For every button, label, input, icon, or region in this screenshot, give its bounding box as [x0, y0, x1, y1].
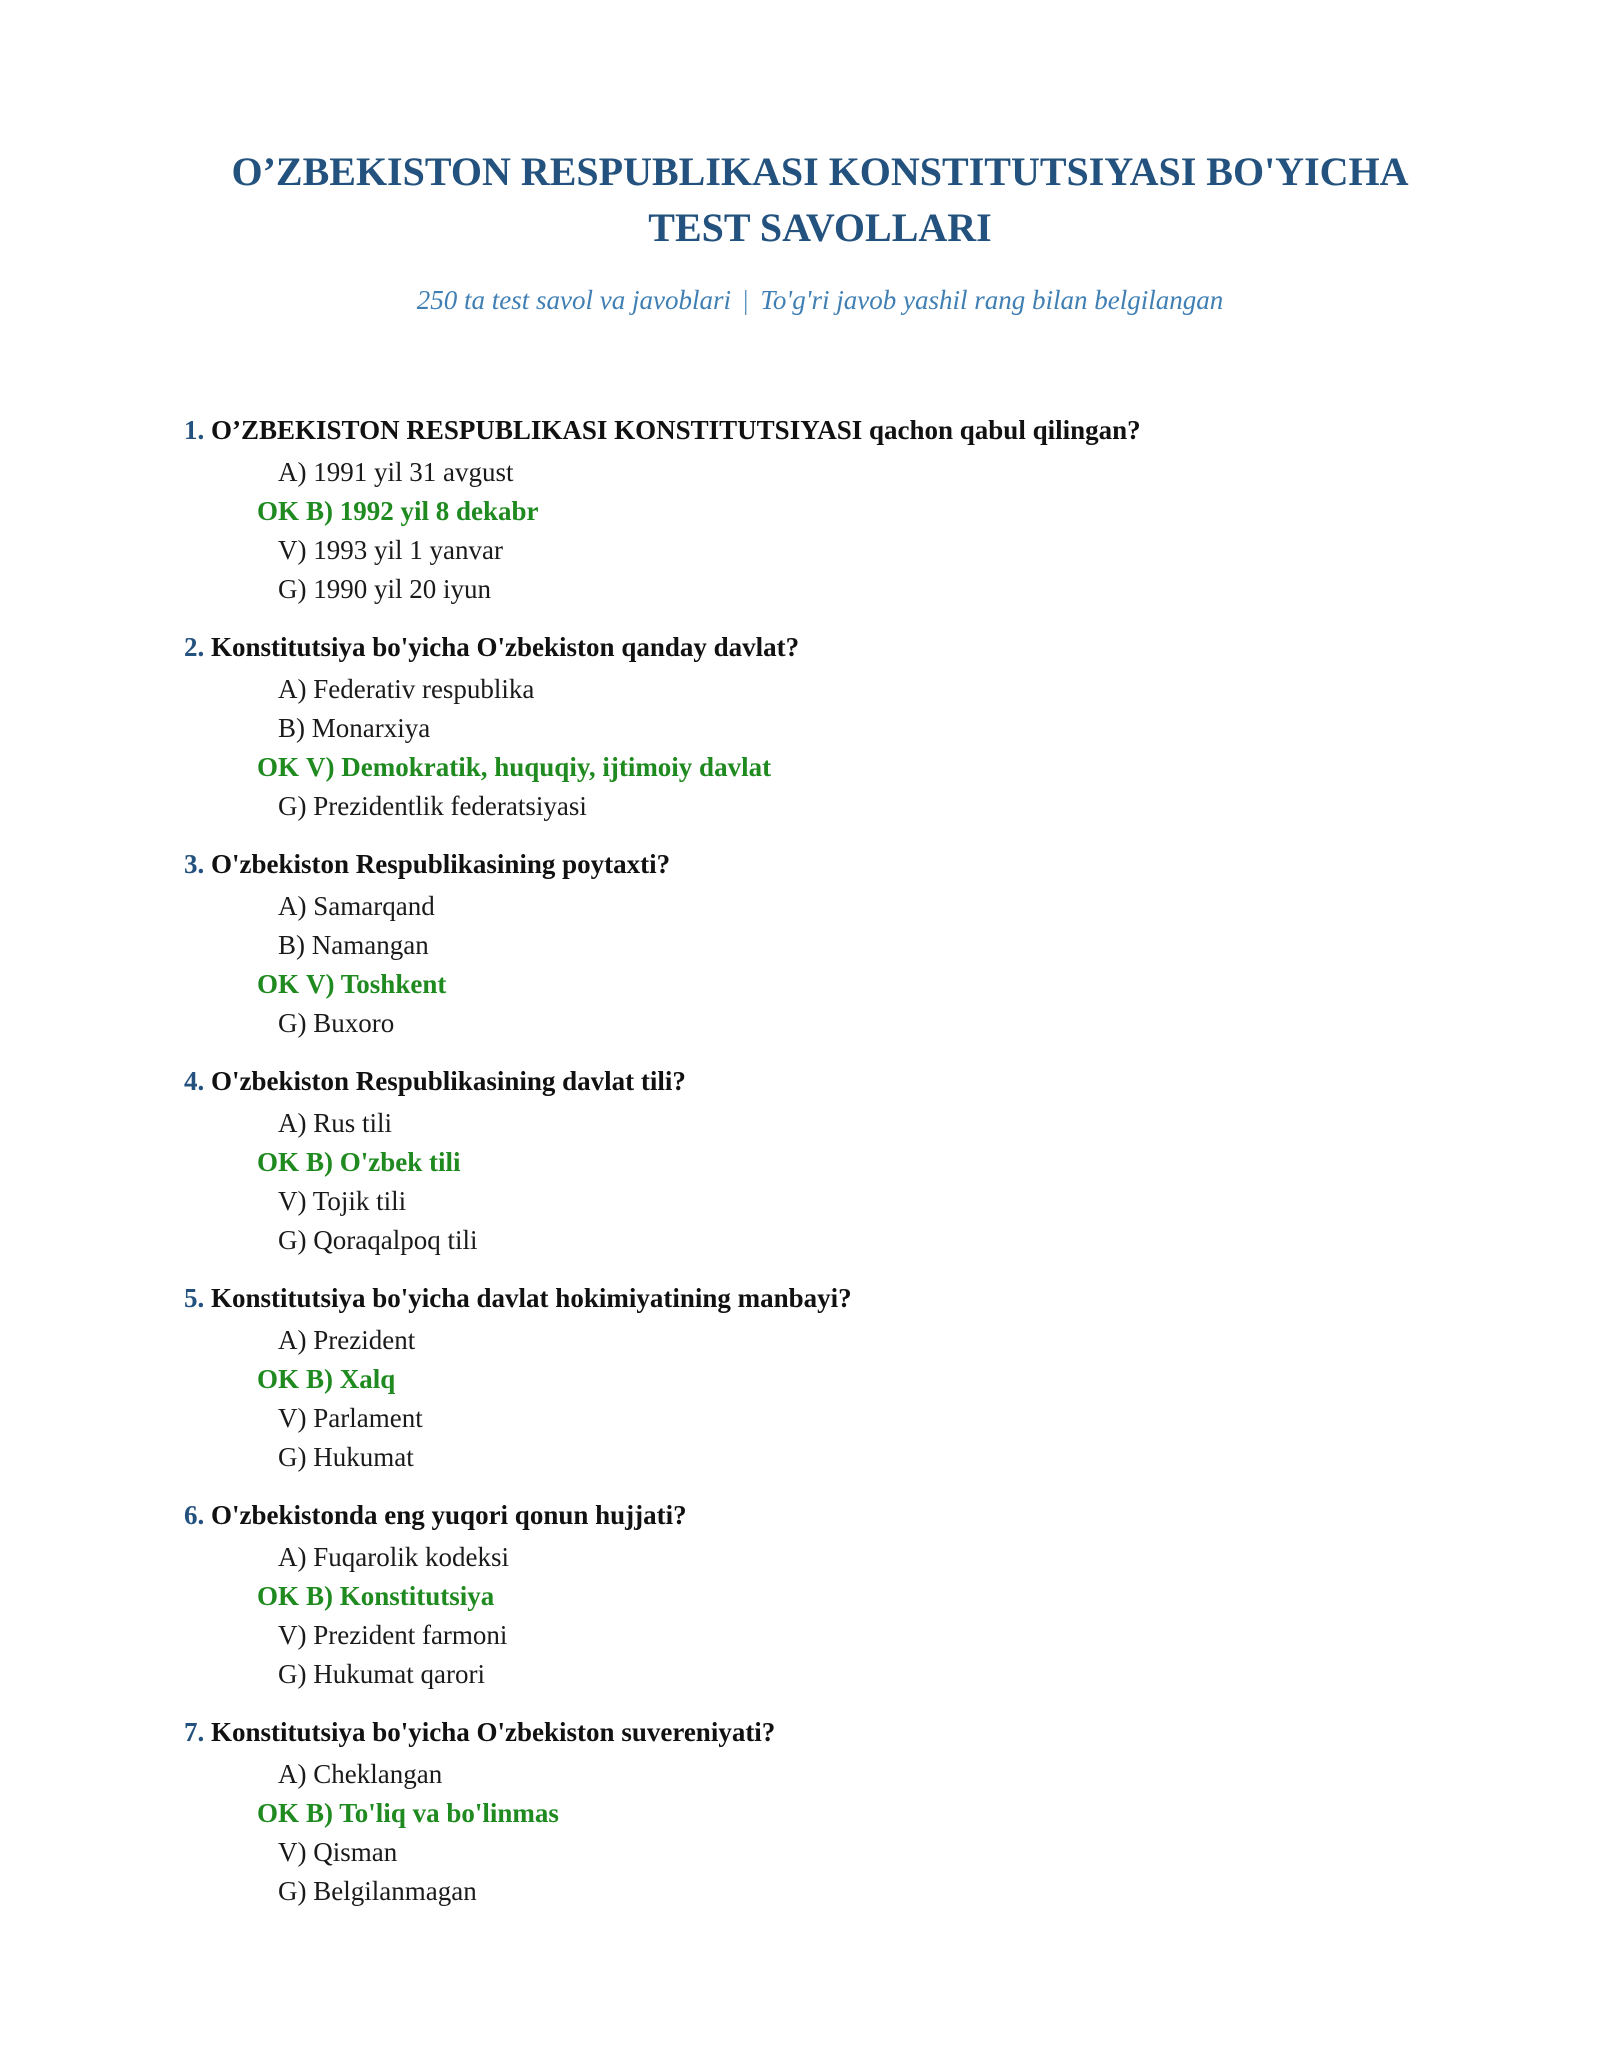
- answer-option: [278, 1401, 423, 1435]
- question-label: Konstitutsiya bo'yicha O'zbekiston suvereniyati?: [211, 1717, 776, 1747]
- correct-mark: OK: [257, 1147, 300, 1177]
- question-number: 5.: [184, 1283, 205, 1313]
- answer-option: [278, 455, 514, 489]
- answer-label: V) Prezident farmoni: [278, 1620, 508, 1650]
- answer-option-correct: [257, 1579, 494, 1613]
- answer-option: [278, 1757, 442, 1791]
- answer-label: A) Rus tili: [278, 1108, 393, 1138]
- subtitle-separator: |: [742, 285, 749, 315]
- title-line-1: O’ZBEKISTON RESPUBLIKASI KONSTITUTSIYASI BO'YICHA: [231, 149, 1409, 194]
- answer-option-correct: [257, 1145, 461, 1179]
- answer-label: G) Qoraqalpoq tili: [278, 1225, 478, 1255]
- answer-label: A) Federativ respublika: [278, 674, 535, 704]
- question-text: [184, 1281, 852, 1315]
- answer-option: [278, 1835, 397, 1869]
- question-number: 1.: [184, 415, 205, 445]
- question-label: O'zbekiston Respublikasining davlat tili?: [211, 1066, 686, 1096]
- answer-label: G) Hukumat qarori: [278, 1659, 485, 1689]
- question-number: 2.: [184, 632, 205, 662]
- answer-option: [278, 889, 435, 923]
- question-label: O'zbekistonda eng yuqori qonun hujjati?: [211, 1500, 687, 1530]
- answer-option-correct: [257, 750, 771, 784]
- answer-label: B) Namangan: [278, 930, 429, 960]
- answer-option: [278, 928, 429, 962]
- question-label: Konstitutsiya bo'yicha O'zbekiston qanday davlat?: [211, 632, 800, 662]
- answer-label: A) 1991 yil 31 avgust: [278, 457, 514, 487]
- answer-label: B) Monarxiya: [278, 713, 431, 743]
- question-text: [184, 413, 1141, 447]
- question-number: 6.: [184, 1500, 205, 1530]
- answer-option: [278, 672, 534, 706]
- answer-label: B) Xalq: [306, 1364, 396, 1394]
- answer-label: B) 1992 yil 8 dekabr: [306, 496, 539, 526]
- correct-mark: OK: [257, 1581, 300, 1611]
- answer-option: [278, 1323, 415, 1357]
- answer-label: V) 1993 yil 1 yanvar: [278, 535, 503, 565]
- answer-option: [278, 1223, 477, 1257]
- answer-label: G) Belgilanmagan: [278, 1876, 477, 1906]
- answer-option: [278, 1657, 485, 1691]
- correct-mark: OK: [257, 496, 300, 526]
- answer-option: [278, 1618, 507, 1652]
- answer-option-correct: [257, 1796, 559, 1830]
- title-line-2: TEST SAVOLLARI: [648, 205, 992, 250]
- answer-label: A) Cheklangan: [278, 1759, 443, 1789]
- answer-option: [278, 1440, 414, 1474]
- answer-label: V) Demokratik, huquqiy, ijtimoiy davlat: [306, 752, 772, 782]
- answer-option: [278, 1006, 394, 1040]
- answer-label: V) Tojik tili: [278, 1186, 407, 1216]
- question-label: O'zbekiston Respublikasining poytaxti?: [211, 849, 671, 879]
- question-label: Konstitutsiya bo'yicha davlat hokimiyatining manbayi?: [211, 1283, 852, 1313]
- answer-option: [278, 1874, 477, 1908]
- correct-mark: OK: [257, 969, 300, 999]
- question-text: [184, 847, 670, 881]
- answer-label: B) Konstitutsiya: [306, 1581, 495, 1611]
- answer-option: [278, 789, 587, 823]
- answer-label: B) O'zbek tili: [306, 1147, 461, 1177]
- answer-option: [278, 1540, 509, 1574]
- question-text: [184, 1064, 686, 1098]
- answer-option: [278, 711, 430, 745]
- question-text: [184, 1498, 687, 1532]
- answer-label: A) Prezident: [278, 1325, 416, 1355]
- subtitle-count: 250 ta test savol va javoblari: [416, 285, 731, 315]
- answer-label: G) Prezidentlik federatsiyasi: [278, 791, 587, 821]
- correct-mark: OK: [257, 1798, 300, 1828]
- answer-label: G) Hukumat: [278, 1442, 414, 1472]
- subtitle-legend: To'g'ri javob yashil rang bilan belgilangan: [760, 285, 1224, 315]
- question-label: O’ZBEKISTON RESPUBLIKASI KONSTITUTSIYASI qachon qabul qilingan?: [211, 415, 1141, 445]
- question-number: 3.: [184, 849, 205, 879]
- answer-option-correct: [257, 1362, 395, 1396]
- answer-label: V) Qisman: [278, 1837, 398, 1867]
- question-number: 7.: [184, 1717, 205, 1747]
- correct-mark: OK: [257, 1364, 300, 1394]
- question-text: [184, 1715, 775, 1749]
- answer-option-correct: [257, 494, 539, 528]
- correct-mark: OK: [257, 752, 300, 782]
- answer-label: G) Buxoro: [278, 1008, 395, 1038]
- answer-option-correct: [257, 967, 446, 1001]
- question-number: 4.: [184, 1066, 205, 1096]
- question-text: [184, 630, 799, 664]
- answer-label: B) To'liq va bo'linmas: [306, 1798, 559, 1828]
- answer-label: G) 1990 yil 20 iyun: [278, 574, 491, 604]
- answer-option: [278, 1184, 406, 1218]
- answer-label: A) Fuqarolik kodeksi: [278, 1542, 509, 1572]
- answer-label: A) Samarqand: [278, 891, 435, 921]
- answer-label: V) Parlament: [278, 1403, 423, 1433]
- answer-option: [278, 533, 503, 567]
- answer-option: [278, 572, 491, 606]
- answer-label: V) Toshkent: [306, 969, 447, 999]
- answer-option: [278, 1106, 392, 1140]
